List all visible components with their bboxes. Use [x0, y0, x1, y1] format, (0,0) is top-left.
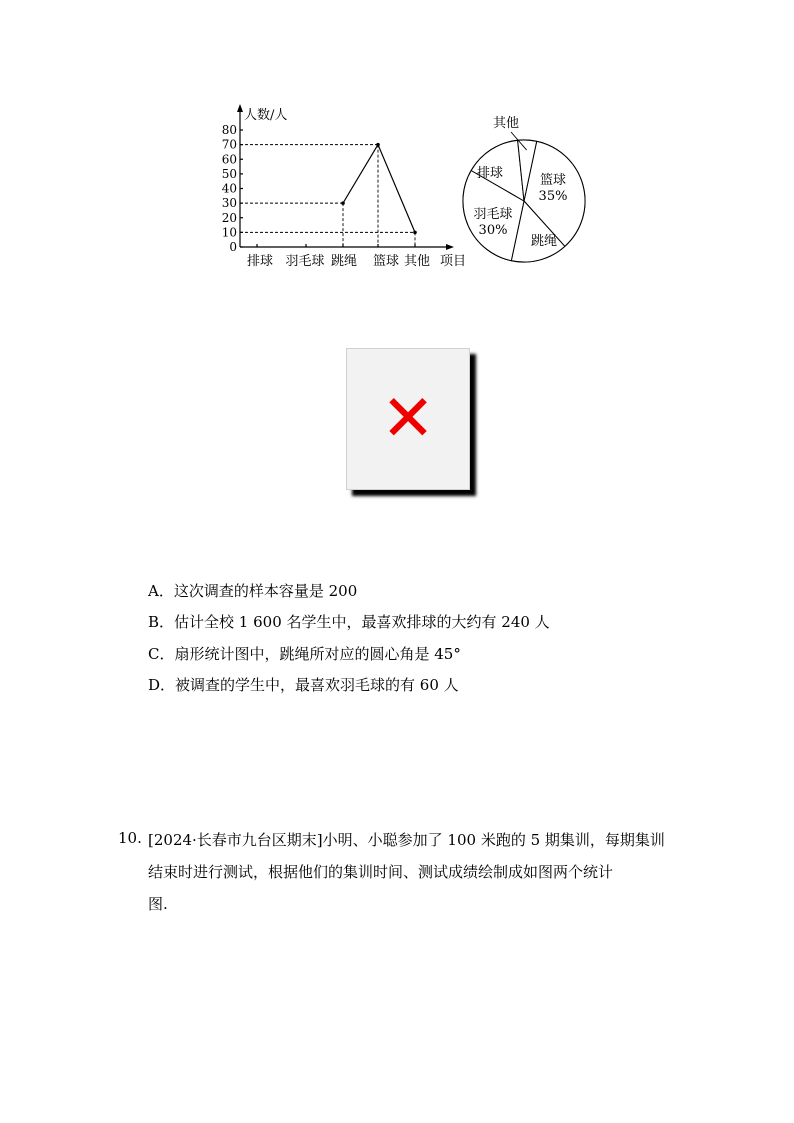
- y-tick-label: 60: [221, 152, 237, 167]
- pie-chart: [455, 110, 595, 270]
- y-tick-label: 10: [221, 225, 237, 240]
- data-point: [341, 201, 345, 205]
- option-b: B．估计全校 1 600 名学生中，最喜欢排球的大约有 240 人: [148, 613, 550, 631]
- broken-image-placeholder: [346, 348, 470, 490]
- data-point: [376, 143, 380, 147]
- question-text-line: 结束时进行测试，根据他们的集训时间、测试成绩绘制成如图两个统计: [148, 863, 614, 881]
- broken-image-icon: ✕: [381, 382, 435, 456]
- question-number: 10.: [118, 829, 142, 847]
- option-c: C．扇形统计图中，跳绳所对应的圆心角是 45°: [148, 645, 461, 663]
- x-tick-label: 其他: [403, 254, 431, 269]
- pie-slice-percent: 35%: [538, 189, 568, 204]
- question-text-line: 图.: [148, 895, 168, 913]
- pie-slice-label: 篮球: [539, 173, 567, 188]
- y-axis-arrow: [237, 104, 243, 112]
- x-tick-label: 篮球: [372, 254, 400, 269]
- pie-slice-label: 其他: [492, 116, 520, 131]
- x-tick-label: 羽毛球: [285, 254, 325, 269]
- y-tick-label: 70: [221, 137, 237, 152]
- option-d: D．被调查的学生中，最喜欢羽毛球的有 60 人: [148, 676, 459, 694]
- y-tick-label: 0: [229, 240, 237, 254]
- y-axis-label: 人数/人: [244, 108, 288, 123]
- x-tick-label: 排球: [246, 254, 274, 269]
- y-tick-label: 50: [221, 166, 237, 181]
- y-tick-label: 20: [221, 210, 237, 225]
- option-a: A．这次调查的样本容量是 200: [148, 582, 358, 600]
- line-chart: [214, 100, 484, 275]
- x-axis-arrow: [446, 244, 454, 250]
- question-text-line: [2024·长春市九台区期末]小明、小聪参加了 100 米跑的 5 期集训，每期集训: [148, 831, 665, 849]
- x-tick-label: 跳绳: [330, 254, 358, 269]
- x-axis-label: 项目: [439, 254, 467, 269]
- pie-slice-label: 跳绳: [530, 234, 558, 249]
- pie-slice-label: 羽毛球: [473, 207, 513, 222]
- y-tick-label: 80: [221, 123, 237, 137]
- y-tick-label: 40: [221, 181, 237, 196]
- pie-slice-percent: 30%: [478, 223, 508, 238]
- pie-slice-label: 排球: [476, 166, 504, 181]
- y-tick-label: 30: [221, 196, 237, 211]
- series-line: [343, 145, 415, 233]
- data-point: [413, 231, 417, 235]
